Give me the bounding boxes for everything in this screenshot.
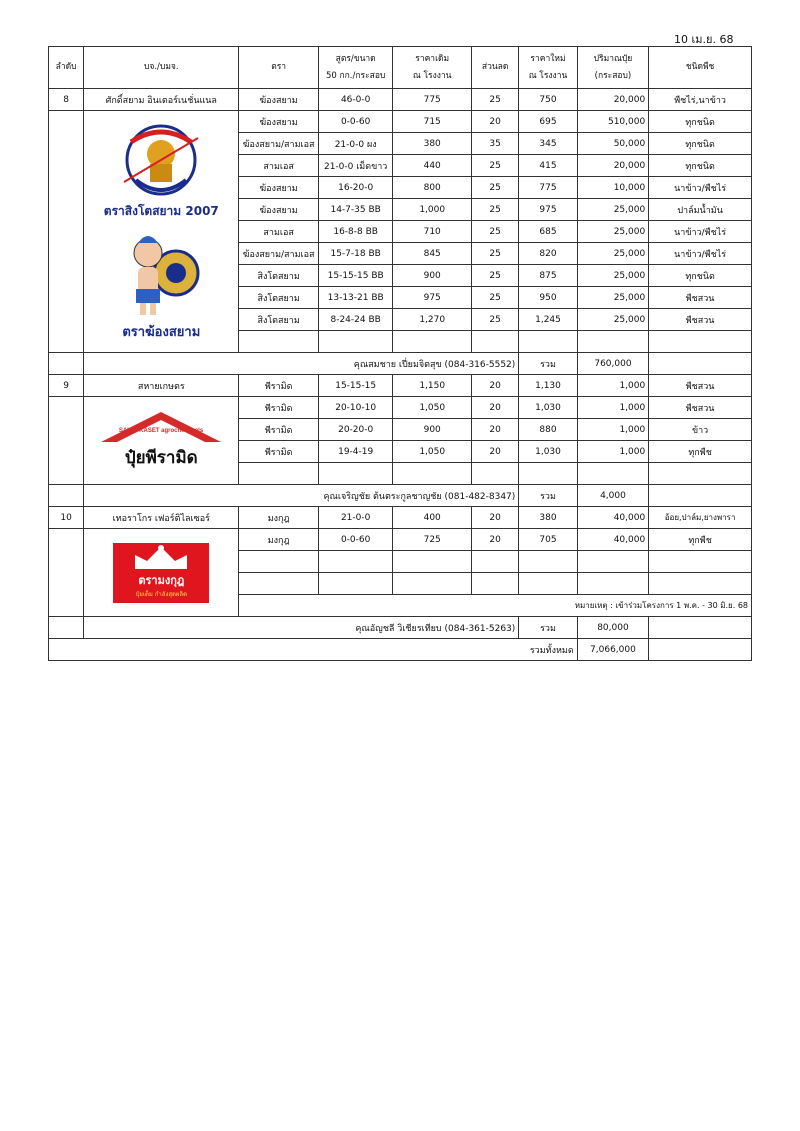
header-formula: สูตร/ขนาด 50 กก./กระสอบ (318, 47, 393, 89)
contact-person: คุณอัญชลี วิเชียรเทียบ (084-361-5263) (84, 617, 519, 639)
subtotal-row (49, 353, 752, 375)
table-row: สิงโตสยาม 13-13-21 BB 975 25 950 25,000 พืชสวน (49, 287, 752, 309)
crown-brand-text: ตรามงกุฎ (138, 573, 185, 587)
document-date: 10 เม.ย. 68 (674, 33, 734, 46)
table-row: 8 ศักดิ์สยาม อินเตอร์เนชั่นแนล ฆ้องสยาม 46-0-0 775 25 750 20,000 พืชไร่,นาข้าว (49, 89, 752, 111)
header-discount: ส่วนลด (471, 47, 518, 89)
table-row: สิงโตสยาม 15-15-15 BB 900 25 875 25,000 ทุกชนิด (49, 265, 752, 287)
header-row (49, 47, 752, 89)
grand-total-value: 7,066,000 (577, 639, 649, 661)
pyramid-brand-text: ปุ๋ยพีรามิด (124, 448, 198, 468)
subtotal-row (49, 485, 752, 507)
company-name: สหายเกษตร (84, 375, 239, 397)
table-row: ตรามงกุฎ ปุ๋ยเต็ม กำลังสุดผลิต มงกุฎ 0-0-60 725 20 705 40,000 ทุกพืช (49, 529, 752, 551)
table-row: สามเอส 21-0-0 เม็ดขาว 440 25 415 20,000 ทุกชนิด (49, 155, 752, 177)
header-new-price: ราคาใหม่ ณ โรงงาน (519, 47, 577, 89)
fertilizer-price-table (48, 46, 752, 661)
header-company: บจ./บมจ. (84, 47, 239, 89)
table-row: 9 สหายเกษตร พีรามิด 15-15-15 1,150 20 1,130 1,000 พืชสวน (49, 375, 752, 397)
header-brand: ตรา (239, 47, 319, 89)
brand-logo-area (84, 529, 239, 617)
subtotal-value: 4,000 (577, 485, 649, 507)
project-note: หมายเหตุ : เข้าร่วมโครงการ 1 พ.ค. - 30 มิ.ย. 68 (239, 595, 752, 617)
company-name: ศักดิ์สยาม อินเตอร์เนชั่นแนล (84, 89, 239, 111)
table-row: ฆ้องสยาม 14-7-35 BB 1,000 25 975 25,000 ปาล์มน้ำมัน (49, 199, 752, 221)
header-crop: ชนิดพืช (649, 47, 752, 89)
contact-person: คุณเจริญชัย ต้นตระกูลชาญชัย (081-482-8347) (84, 485, 519, 507)
subtotal-value: 760,000 (577, 353, 649, 375)
brand-logo-area (84, 111, 239, 353)
crown-logo (113, 543, 209, 603)
lion-logo-icon (106, 122, 216, 202)
subtotal-label: รวม (519, 485, 577, 507)
table-row: 10 เทอราโกร เฟอร์ติไลเซอร์ มงกุฎ 21-0-0 400 20 380 40,000 อ้อย,ปาล์ม,ยางพารา (49, 507, 752, 529)
table-row: ฆ้องสยาม 16-20-0 800 25 775 10,000 นาข้าว/พืชไร่ (49, 177, 752, 199)
crown-icon (131, 545, 191, 571)
table-row: พีรามิด 20-20-0 900 20 880 1,000 ข้าว (49, 419, 752, 441)
lion-brand-text: ตราสิงโตสยาม 2007 (103, 203, 219, 218)
sahai-kaset-label: SAHAI KASET agrochemicals (119, 428, 204, 434)
grand-total-row (49, 639, 752, 661)
header-quantity: ปริมาณปุ๋ย (กระสอบ) (577, 47, 649, 89)
header-old-price: ราคาเดิม ณ โรงงาน (393, 47, 472, 89)
company-name: เทอราโกร เฟอร์ติไลเซอร์ (84, 507, 239, 529)
subtotal-label: รวม (519, 353, 577, 375)
header-no: ลำดับ (49, 47, 84, 89)
table-row: ฆ้องสยาม/สามเอส 21-0-0 ผง 380 35 345 50,000 ทุกชนิด (49, 133, 752, 155)
subtotal-label: รวม (519, 617, 577, 639)
subtotal-value: 80,000 (577, 617, 649, 639)
table-row: ฆ้องสยาม/สามเอส 15-7-18 BB 845 25 820 25,000 นาข้าว/พืชไร่ (49, 243, 752, 265)
subtotal-row (49, 617, 752, 639)
table-row: สิงโตสยาม 8-24-24 BB 1,270 25 1,245 25,000 พืชสวน (49, 309, 752, 331)
table-row: SAHAI KASET agrochemicals ปุ๋ยพีรามิด พีรามิด 20-10-10 1,050 20 1,030 1,000 พืชสวน (49, 397, 752, 419)
gong-boy-logo-icon (116, 231, 206, 321)
brand-logo-area (84, 397, 239, 485)
crown-slogan: ปุ๋ยเต็ม กำลังสุดผลิต (135, 590, 187, 598)
table-row: ตราสิงโตสยาม 2007 ตราฆ้องสยาม ฆ้องสยาม 0-0-60 715 20 695 510,000 ทุกชนิด (49, 111, 752, 133)
table-row: สามเอส 16-8-8 BB 710 25 685 25,000 นาข้าว/พืชไร่ (49, 221, 752, 243)
table-row: พีรามิด 19-4-19 1,050 20 1,030 1,000 ทุกพืช (49, 441, 752, 463)
gong-brand-text: ตราฆ้องสยาม (122, 324, 201, 340)
pyramid-logo-icon (99, 410, 223, 444)
grand-total-label: รวมทั้งหมด (49, 639, 578, 661)
contact-person: คุณสมชาย เปี่ยมจิตสุข (084-316-5552) (84, 353, 519, 375)
